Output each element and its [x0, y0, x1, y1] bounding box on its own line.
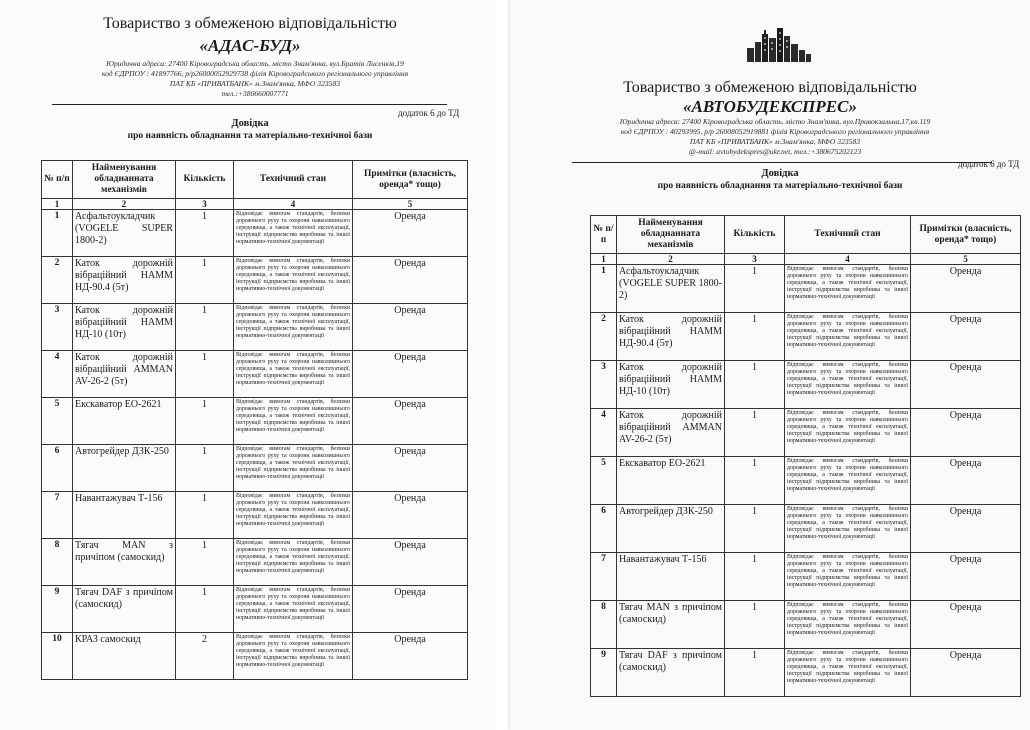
equipment-name: Екскаватор ЕО-2621: [617, 457, 725, 505]
quantity: 1: [725, 505, 785, 553]
city-skyline-logo: [745, 28, 813, 62]
table-row: [42, 351, 468, 398]
quantity: 1: [725, 601, 785, 649]
company-name: «АВТОБУДЕКСПРЕС»: [683, 97, 857, 116]
column-number: 2: [73, 199, 176, 210]
page-gap: [496, 0, 510, 730]
equipment-name: Навантажувач Т-156: [73, 492, 176, 539]
row-number: 1: [591, 265, 617, 313]
header-number: № п/п: [591, 216, 617, 254]
column-number: 3: [725, 254, 785, 265]
header-quantity: Кількість: [176, 161, 234, 199]
ownership-note: Оренда: [911, 553, 1021, 601]
table-row: [42, 492, 468, 539]
addendum-label: додаток 6 до ТД: [398, 108, 460, 118]
header-technical-state: Технічний стан: [234, 161, 353, 199]
ownership-note: Оренда: [911, 601, 1021, 649]
equipment-name: Каток дорожній вібраційний HAMM НД-90.4 (5т): [73, 257, 176, 304]
ownership-note: Оренда: [911, 409, 1021, 457]
equipment-name: Тягач DAF з причіпом (самоскид): [73, 586, 176, 633]
column-number: 5: [353, 199, 468, 210]
table-row: [591, 505, 1021, 553]
column-number: 3: [176, 199, 234, 210]
technical-state: Відповідає вимогам стандартів, безпеки дорожнього руху та охорони навколишнього середовища, а також технічної експлуатації, інструкції підприємства виробника та іншої нормативно-технічної документації: [234, 633, 353, 680]
row-number: 4: [42, 351, 73, 398]
row-number: 1: [42, 210, 73, 257]
document-title: Довідка: [761, 168, 799, 179]
bank-account: код ЄДРПОУ : 41897766, р/р26000052929738 філія Кіровоградського регіонального управління: [101, 69, 409, 78]
technical-state: Відповідає вимогам стандартів, безпеки дорожнього руху та охорони навколишнього середовища, а також технічної експлуатації, інструкції підприємства виробника та іншої нормативно-технічної документації: [785, 505, 911, 553]
document-heading: [590, 168, 970, 192]
bank-name: ПАТ КБ «ПРИВАТБАНК» м.Знам'янка, МФО 323583: [169, 79, 341, 88]
equipment-name: Каток дорожній вібраційний HAMM НД-10 (10т): [617, 361, 725, 409]
quantity: 1: [725, 313, 785, 361]
equipment-name: Тягач MAN з причіпом (самоскид): [73, 539, 176, 586]
technical-state: Відповідає вимогам стандартів, безпеки дорожнього руху та охорони навколишнього середовища, а також технічної експлуатації, інструкції підприємства виробника та іншої нормативно-технічної документації: [234, 539, 353, 586]
row-number: 6: [42, 445, 73, 492]
company-name: «АДАС-БУД»: [199, 36, 301, 55]
table-row: [591, 553, 1021, 601]
table-row: [591, 457, 1021, 505]
ownership-note: Оренда: [353, 586, 468, 633]
quantity: 1: [176, 398, 234, 445]
table-header-row: [42, 161, 468, 199]
equipment-name: Тягач DAF з причіпом (самоскид): [617, 649, 725, 697]
quantity: 1: [725, 553, 785, 601]
ownership-note: Оренда: [911, 361, 1021, 409]
equipment-name: Навантажувач Т-156: [617, 553, 725, 601]
ownership-note: Оренда: [353, 398, 468, 445]
row-number: 7: [42, 492, 73, 539]
column-number: 2: [617, 254, 725, 265]
column-numbers-row: [591, 254, 1021, 265]
document-heading: [60, 118, 440, 142]
ownership-note: Оренда: [353, 539, 468, 586]
quantity: 1: [176, 351, 234, 398]
equipment-name: Каток дорожній вібраційний HAMM НД-10 (10т): [73, 304, 176, 351]
row-number: 9: [591, 649, 617, 697]
equipment-name: Тягач MAN з причіпом (самоскид): [617, 601, 725, 649]
table-row: [591, 313, 1021, 361]
technical-state: Відповідає вимогам стандартів, безпеки дорожнього руху та охорони навколишнього середовища, а також технічної експлуатації, інструкції підприємства виробника та іншої нормативно-технічної документації: [234, 257, 353, 304]
quantity: 1: [176, 257, 234, 304]
header-equipment-name: Найменування обладнанната механізмів: [617, 216, 725, 254]
quantity: 1: [176, 492, 234, 539]
quantity: 1: [176, 304, 234, 351]
table-row: [591, 361, 1021, 409]
technical-state: Відповідає вимогам стандартів, безпеки дорожнього руху та охорони навколишнього середовища, а також технічної експлуатації, інструкції підприємства виробника та іншої нормативно-технічної документації: [234, 398, 353, 445]
table-row: [591, 649, 1021, 697]
ownership-note: Оренда: [353, 257, 468, 304]
document-title: Довідка: [231, 118, 269, 129]
header-divider: [52, 104, 447, 105]
technical-state: Відповідає вимогам стандартів, безпеки дорожнього руху та охорони навколишнього середовища, а також технічної експлуатації, інструкції підприємства виробника та іншої нормативно-технічної документації: [234, 351, 353, 398]
technical-state: Відповідає вимогам стандартів, безпеки дорожнього руху та охорони навколишнього середовища, а також технічної експлуатації, інструкції підприємства виробника та іншої нормативно-технічної документації: [234, 304, 353, 351]
table-row: [42, 539, 468, 586]
email-phone: @-mail: avtobydekspres@ukr.net, тел.:+380675202123: [688, 147, 862, 156]
quantity: 1: [725, 361, 785, 409]
ownership-note: Оренда: [911, 505, 1021, 553]
ownership-note: Оренда: [911, 457, 1021, 505]
header-technical-state: Технічний стан: [785, 216, 911, 254]
ownership-note: Оренда: [911, 649, 1021, 697]
quantity: 1: [176, 445, 234, 492]
equipment-name: КРАЗ самоскид: [73, 633, 176, 680]
technical-state: Відповідає вимогам стандартів, безпеки дорожнього руху та охорони навколишнього середовища, а також технічної експлуатації, інструкції підприємства виробника та іншої нормативно-технічної документації: [785, 361, 911, 409]
column-number: 4: [234, 199, 353, 210]
company-type: Товариство з обмеженою відповідальністю: [103, 15, 397, 32]
quantity: 1: [725, 265, 785, 313]
row-number: 2: [591, 313, 617, 361]
bank-name: ПАТ КБ «ПРИВАТБАНК» м.Знам'янка, МФО 323583: [689, 137, 861, 146]
technical-state: Відповідає вимогам стандартів, безпеки дорожнього руху та охорони навколишнього середовища, а також технічної експлуатації, інструкції підприємства виробника та іншої нормативно-технічної документації: [785, 601, 911, 649]
ownership-note: Оренда: [911, 313, 1021, 361]
row-number: 6: [591, 505, 617, 553]
ownership-note: Оренда: [911, 265, 1021, 313]
equipment-name: Екскаватор ЕО-2621: [73, 398, 176, 445]
ownership-note: Оренда: [353, 351, 468, 398]
company-details: [60, 59, 450, 99]
technical-state: Відповідає вимогам стандартів, безпеки дорожнього руху та охорони навколишнього середовища, а також технічної експлуатації, інструкції підприємства виробника та іншої нормативно-технічної документації: [234, 492, 353, 539]
column-number: 4: [785, 254, 911, 265]
equipment-table: [590, 215, 1021, 697]
technical-state: Відповідає вимогам стандартів, безпеки дорожнього руху та охорони навколишнього середовища, а також технічної експлуатації, інструкції підприємства виробника та іншої нормативно-технічної документації: [234, 586, 353, 633]
legal-address: Юридична адреса: 27400 Кіровоградська область, місто Знам'янка, вул.Привокзальна,17,кв.119: [619, 117, 931, 126]
row-number: 10: [42, 633, 73, 680]
table-row: [42, 586, 468, 633]
header-quantity: Кількість: [725, 216, 785, 254]
row-number: 2: [42, 257, 73, 304]
table-row: [591, 265, 1021, 313]
technical-state: Відповідає вимогам стандартів, безпеки дорожнього руху та охорони навколишнього середовища, а також технічної експлуатації, інструкції підприємства виробника та іншої нормативно-технічної документації: [785, 409, 911, 457]
equipment-name: Асфальтоукладчик (VOGELE SUPER 1800-2): [617, 265, 725, 313]
header-divider: [572, 162, 992, 163]
legal-address: Юридична адреса: 27400 Кіровоградська область, місто Знам'янка, вул.Братів Лисенків,19: [106, 59, 404, 68]
table-header-row: [591, 216, 1021, 254]
quantity: 1: [725, 457, 785, 505]
column-number: 5: [911, 254, 1021, 265]
right-document-page: [510, 0, 1030, 730]
row-number: 4: [591, 409, 617, 457]
equipment-name: Каток дорожній вібраційний AMMAN AV-26-2 (5т): [73, 351, 176, 398]
quantity: 1: [176, 539, 234, 586]
ownership-note: Оренда: [353, 633, 468, 680]
column-number: 1: [42, 199, 73, 210]
table-row: [42, 445, 468, 492]
technical-state: Відповідає вимогам стандартів, безпеки дорожнього руху та охорони навколишнього середовища, а також технічної експлуатації, інструкції підприємства виробника та іншої нормативно-технічної документації: [785, 457, 911, 505]
technical-state: Відповідає вимогам стандартів, безпеки дорожнього руху та охорони навколишнього середовища, а також технічної експлуатації, інструкції підприємства виробника та іншої нормативно-технічної документації: [785, 313, 911, 361]
technical-state: Відповідає вимогам стандартів, безпеки дорожнього руху та охорони навколишнього середовища, а також технічної експлуатації, інструкції підприємства виробника та іншої нормативно-технічної документації: [785, 265, 911, 313]
column-number: 1: [591, 254, 617, 265]
table-row: [42, 304, 468, 351]
ownership-note: Оренда: [353, 492, 468, 539]
equipment-name: Каток дорожній вібраційний HAMM НД-90.4 (5т): [617, 313, 725, 361]
row-number: 9: [42, 586, 73, 633]
company-details: [565, 117, 985, 157]
addendum-label: додаток 6 до ТД: [958, 159, 1020, 169]
equipment-name: Автогрейдер ДЗК-250: [617, 505, 725, 553]
row-number: 3: [42, 304, 73, 351]
row-number: 8: [42, 539, 73, 586]
ownership-note: Оренда: [353, 304, 468, 351]
technical-state: Відповідає вимогам стандартів, безпеки дорожнього руху та охорони навколишнього середовища, а також технічної експлуатації, інструкції підприємства виробника та іншої нормативно-технічної документації: [234, 445, 353, 492]
quantity: 1: [725, 649, 785, 697]
quantity: 1: [725, 409, 785, 457]
quantity: 1: [176, 586, 234, 633]
company-type: Товариство з обмеженою відповідальністю: [623, 79, 917, 96]
table-row: [591, 601, 1021, 649]
table-row: [42, 257, 468, 304]
technical-state: Відповідає вимогам стандартів, безпеки дорожнього руху та охорони навколишнього середовища, а також технічної експлуатації, інструкції підприємства виробника та іншої нормативно-технічної документації: [785, 553, 911, 601]
ownership-note: Оренда: [353, 210, 468, 257]
header-notes: Примітки (власність, оренда* тощо): [353, 161, 468, 199]
row-number: 5: [591, 457, 617, 505]
equipment-table: [41, 160, 468, 680]
row-number: 5: [42, 398, 73, 445]
equipment-name: Асфальтоукладчик (VOGELE SUPER 1800-2): [73, 210, 176, 257]
bank-account: код ЄДРПОУ : 40293995, р/р 26008052919881 філія Кіровоградського регіонального управління: [620, 127, 930, 136]
header-equipment-name: Найменування обладнанната механізмів: [73, 161, 176, 199]
document-subtitle: про наявність обладнання та матеріально-технічної бази: [657, 181, 903, 191]
technical-state: Відповідає вимогам стандартів, безпеки дорожнього руху та охорони навколишнього середовища, а також технічної експлуатації, інструкції підприємства виробника та іншої нормативно-технічної документації: [785, 649, 911, 697]
table-row: [42, 633, 468, 680]
row-number: 8: [591, 601, 617, 649]
table-row: [42, 398, 468, 445]
ownership-note: Оренда: [353, 445, 468, 492]
header-notes: Примітки (власність, оренда* тощо): [911, 216, 1021, 254]
column-numbers-row: [42, 199, 468, 210]
equipment-name: Каток дорожній вібраційний AMMAN AV-26-2 (5т): [617, 409, 725, 457]
quantity: 2: [176, 633, 234, 680]
document-subtitle: про наявність обладнання та матеріально-технічної бази: [127, 131, 373, 141]
equipment-name: Автогрейдер ДЗК-250: [73, 445, 176, 492]
left-document-page: [0, 0, 496, 730]
row-number: 3: [591, 361, 617, 409]
technical-state: Відповідає вимогам стандартів, безпеки дорожнього руху та охорони навколишнього середовища, а також технічної експлуатації, інструкції підприємства виробника та іншої нормативно-технічної документації: [234, 210, 353, 257]
table-row: [42, 210, 468, 257]
row-number: 7: [591, 553, 617, 601]
header-number: № п/п: [42, 161, 73, 199]
table-row: [591, 409, 1021, 457]
phone: тел.:+380660007771: [221, 89, 289, 98]
quantity: 1: [176, 210, 234, 257]
